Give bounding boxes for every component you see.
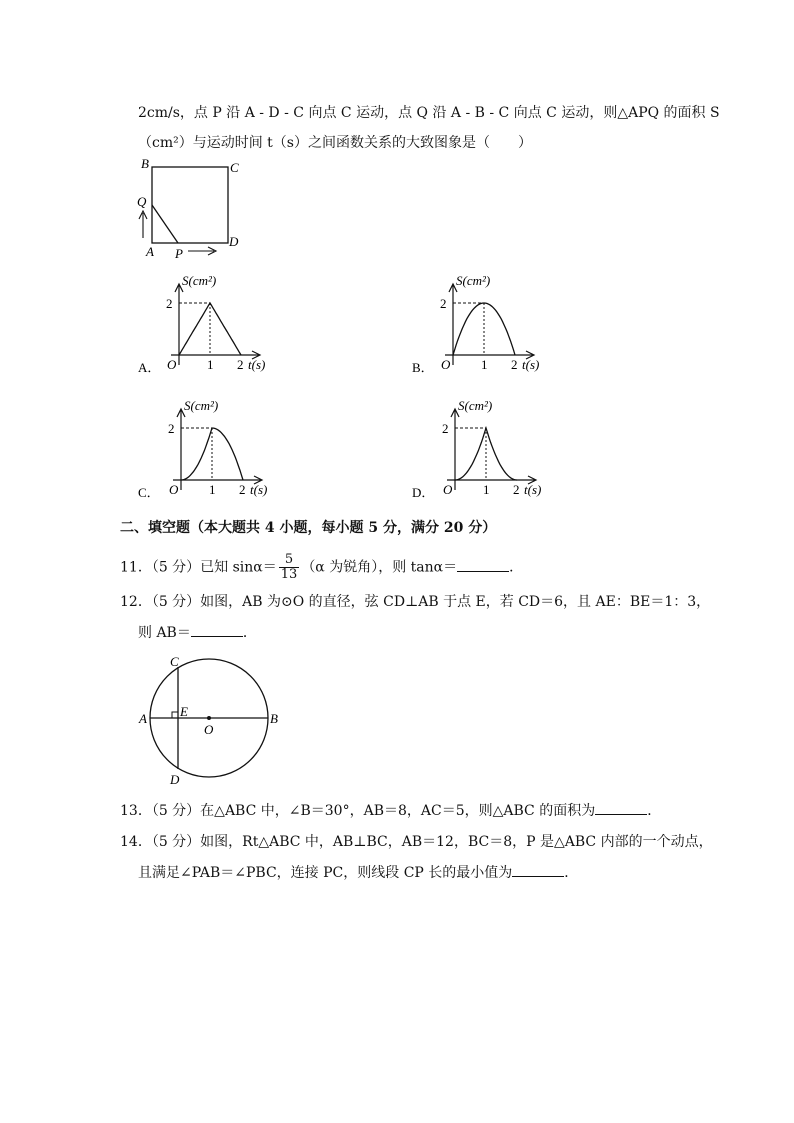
- q10-line1: 2cm/s，点 P 沿 A - D - C 向点 C 运动，点 Q 沿 A - B - C 向点 C 运动，则△APQ 的面积 S: [138, 105, 720, 121]
- label-P: P: [175, 246, 183, 261]
- q12-line2: [138, 624, 257, 642]
- label-O: O: [204, 722, 214, 737]
- label-D: D: [229, 234, 239, 249]
- q11-prefix: 11．（5 分）已知 sinα＝: [120, 559, 277, 576]
- q14-answer-blank[interactable]: [512, 864, 564, 877]
- arrow-q-head: [139, 211, 147, 219]
- label-A: A: [146, 244, 154, 259]
- graph-a-curve: [179, 303, 241, 355]
- q12-line2-prefix: 则 AB＝: [138, 625, 191, 641]
- q12-line1: 12．（5 分）如图，AB 为⊙O 的直径，弦 CD⊥AB 于点 E，若 CD＝6，且 AE：BE＝1：3，: [120, 594, 711, 610]
- option-b-label: B．: [412, 360, 434, 375]
- graph-c-origin: O: [169, 482, 179, 497]
- graph-b-curve: [453, 303, 515, 355]
- graph-a-x-tick-2: 2: [237, 357, 244, 372]
- q11-suffix: （α 为锐角），则 tanα＝: [301, 559, 458, 576]
- graph-c-x-arrow: [254, 476, 262, 484]
- label-C: C: [170, 654, 179, 669]
- graph-d-y-tick: 2: [442, 421, 449, 436]
- graph-b-x-tick-2: 2: [511, 357, 518, 372]
- label-A: A: [139, 711, 147, 726]
- graph-b-x-label: t(s): [522, 357, 540, 372]
- graph-d-x-tick-2: 2: [513, 482, 520, 497]
- q11-fraction: [279, 553, 300, 582]
- label-C: C: [230, 160, 239, 175]
- option-c-label: C．: [138, 485, 160, 500]
- q13: [120, 802, 661, 820]
- graph-c-y-tick: 2: [168, 421, 175, 436]
- graph-d-x-arrow: [528, 476, 536, 484]
- q12-answer-blank[interactable]: [191, 624, 243, 637]
- graph-b-y-tick: 2: [440, 296, 447, 311]
- segment-pq: [152, 205, 178, 243]
- graph-b-x-tick-1: 1: [481, 357, 488, 372]
- section2-title: 二、填空题（本大题共 4 小题，每小题 5 分，满分 20 分）: [120, 520, 497, 536]
- graph-a-y-label: S(cm²): [182, 273, 217, 288]
- q13-end: ．: [647, 803, 662, 819]
- graph-a-y-tick: 2: [166, 296, 173, 311]
- graph-b-origin: O: [441, 357, 451, 372]
- q11-frac-den: 13: [280, 567, 298, 582]
- label-Q: Q: [137, 194, 147, 209]
- graph-c-x-tick-1: 1: [209, 482, 216, 497]
- graph-d-origin: O: [443, 482, 453, 497]
- graph-b-x-arrow: [526, 351, 534, 359]
- q10-line2: （cm²）与运动时间 t（s）之间函数关系的大致图象是（ ）: [138, 135, 532, 151]
- right-angle-mark: [172, 712, 178, 718]
- graph-a-x-label: t(s): [248, 357, 266, 372]
- graph-c-x-label: t(s): [250, 482, 268, 497]
- square-abcd: [152, 167, 228, 243]
- q11: [120, 553, 523, 582]
- graph-c-y-label: S(cm²): [184, 398, 219, 413]
- q11-frac-num: 5: [279, 553, 300, 568]
- q12-line2-end: ．: [242, 625, 257, 641]
- graph-c-y-arrow: [177, 409, 185, 417]
- option-a-label: A．: [138, 360, 161, 375]
- graph-d-y-label: S(cm²): [458, 398, 493, 413]
- q13-answer-blank[interactable]: [595, 802, 647, 815]
- circle-o: [150, 659, 268, 777]
- graph-c-curve: [181, 428, 243, 480]
- q14-line1: 14．（5 分）如图，Rt△ABC 中，AB⊥BC，AB＝12，BC＝8，P 是△ABC 内部的一个动点，: [120, 834, 713, 850]
- q13-text: 13．（5 分）在△ABC 中，∠B＝30°，AB＝8，AC＝5，则△ABC 的面积为: [120, 803, 596, 819]
- graph-b-y-arrow: [449, 284, 457, 292]
- q11-end: ．: [509, 559, 524, 576]
- graph-d-x-tick-1: 1: [483, 482, 490, 497]
- graph-d-y-arrow: [451, 409, 459, 417]
- graph-d-x-label: t(s): [524, 482, 542, 497]
- arrow-p-head: [208, 247, 216, 255]
- label-B: B: [141, 156, 149, 171]
- option-d-label: D．: [412, 485, 435, 500]
- q14-line2-text: 且满足∠PAB＝∠PBC，连接 PC，则线段 CP 长的最小值为: [138, 865, 513, 881]
- graph-b-y-label: S(cm²): [456, 273, 491, 288]
- center-dot: [207, 716, 211, 720]
- graph-a-y-arrow: [175, 284, 183, 292]
- label-E: E: [180, 704, 188, 719]
- graph-a-origin: O: [167, 357, 177, 372]
- graph-a-x-tick-1: 1: [207, 357, 214, 372]
- label-D: D: [170, 772, 180, 787]
- q14-line2: [138, 864, 578, 882]
- q11-answer-blank[interactable]: [457, 559, 509, 572]
- graph-d-curve: [455, 428, 517, 480]
- q14-end: ．: [564, 865, 579, 881]
- graph-a-x-arrow: [252, 351, 260, 359]
- label-B: B: [270, 711, 278, 726]
- graph-c-x-tick-2: 2: [239, 482, 246, 497]
